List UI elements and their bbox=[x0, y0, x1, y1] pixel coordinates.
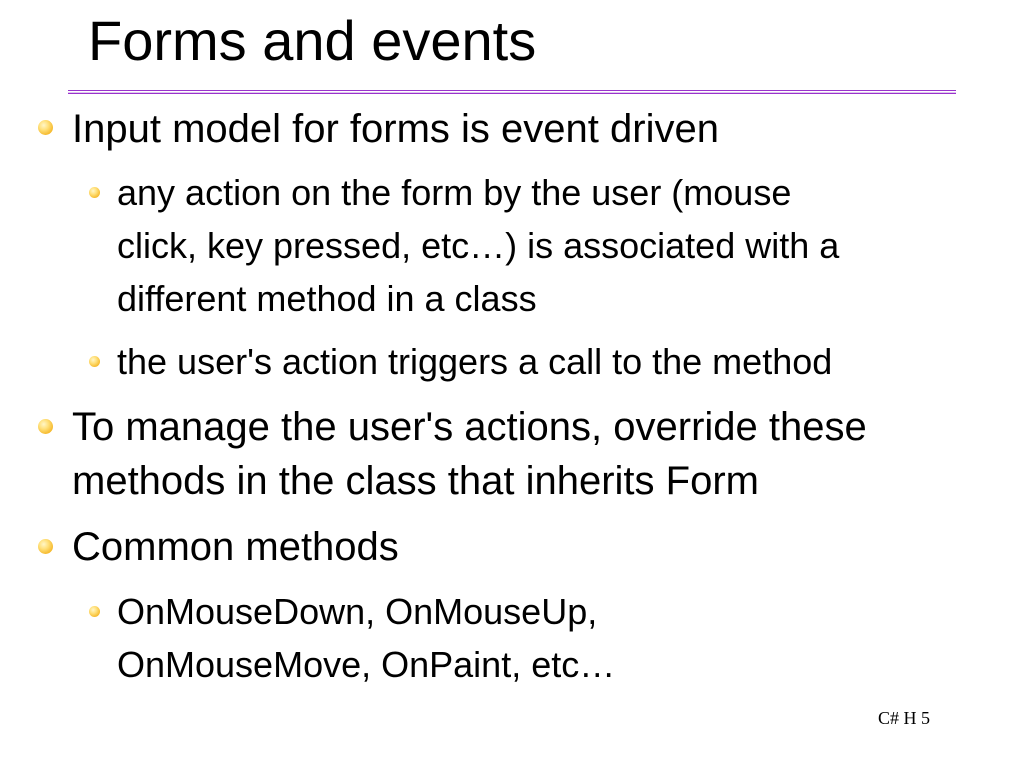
sub-bullet-1-1-line-3: different method in a class bbox=[117, 278, 537, 319]
bullet-icon bbox=[38, 419, 53, 434]
bullet-3-text: Common methods bbox=[72, 525, 399, 569]
slide-footer: C# H 5 bbox=[878, 708, 931, 728]
sub-bullet-icon bbox=[89, 187, 100, 198]
title-divider bbox=[68, 90, 956, 94]
bullet-icon bbox=[38, 539, 53, 554]
sub-bullet-3-1-line-2: OnMouseMove, OnPaint, etc… bbox=[117, 644, 616, 685]
sub-bullet-1-2-line-1: the user's action triggers a call to the method bbox=[117, 341, 833, 382]
sub-bullet-icon bbox=[89, 606, 100, 617]
slide-title: Forms and events bbox=[88, 9, 537, 72]
bullet-2-line-1: To manage the user's actions, override these bbox=[72, 405, 867, 449]
title-divider-inner bbox=[68, 92, 956, 93]
sub-bullet-3-1-line-1: OnMouseDown, OnMouseUp, bbox=[117, 591, 598, 632]
sub-bullet-1-1-line-2: click, key pressed, etc…) is associated with a bbox=[117, 225, 840, 266]
sub-bullet-icon bbox=[89, 356, 100, 367]
bullet-icon bbox=[38, 120, 53, 135]
bullet-1-text: Input model for forms is event driven bbox=[72, 107, 719, 151]
sub-bullet-1-1-line-1: any action on the form by the user (mouse bbox=[117, 172, 792, 213]
bullet-2-line-2: methods in the class that inherits Form bbox=[72, 459, 759, 503]
